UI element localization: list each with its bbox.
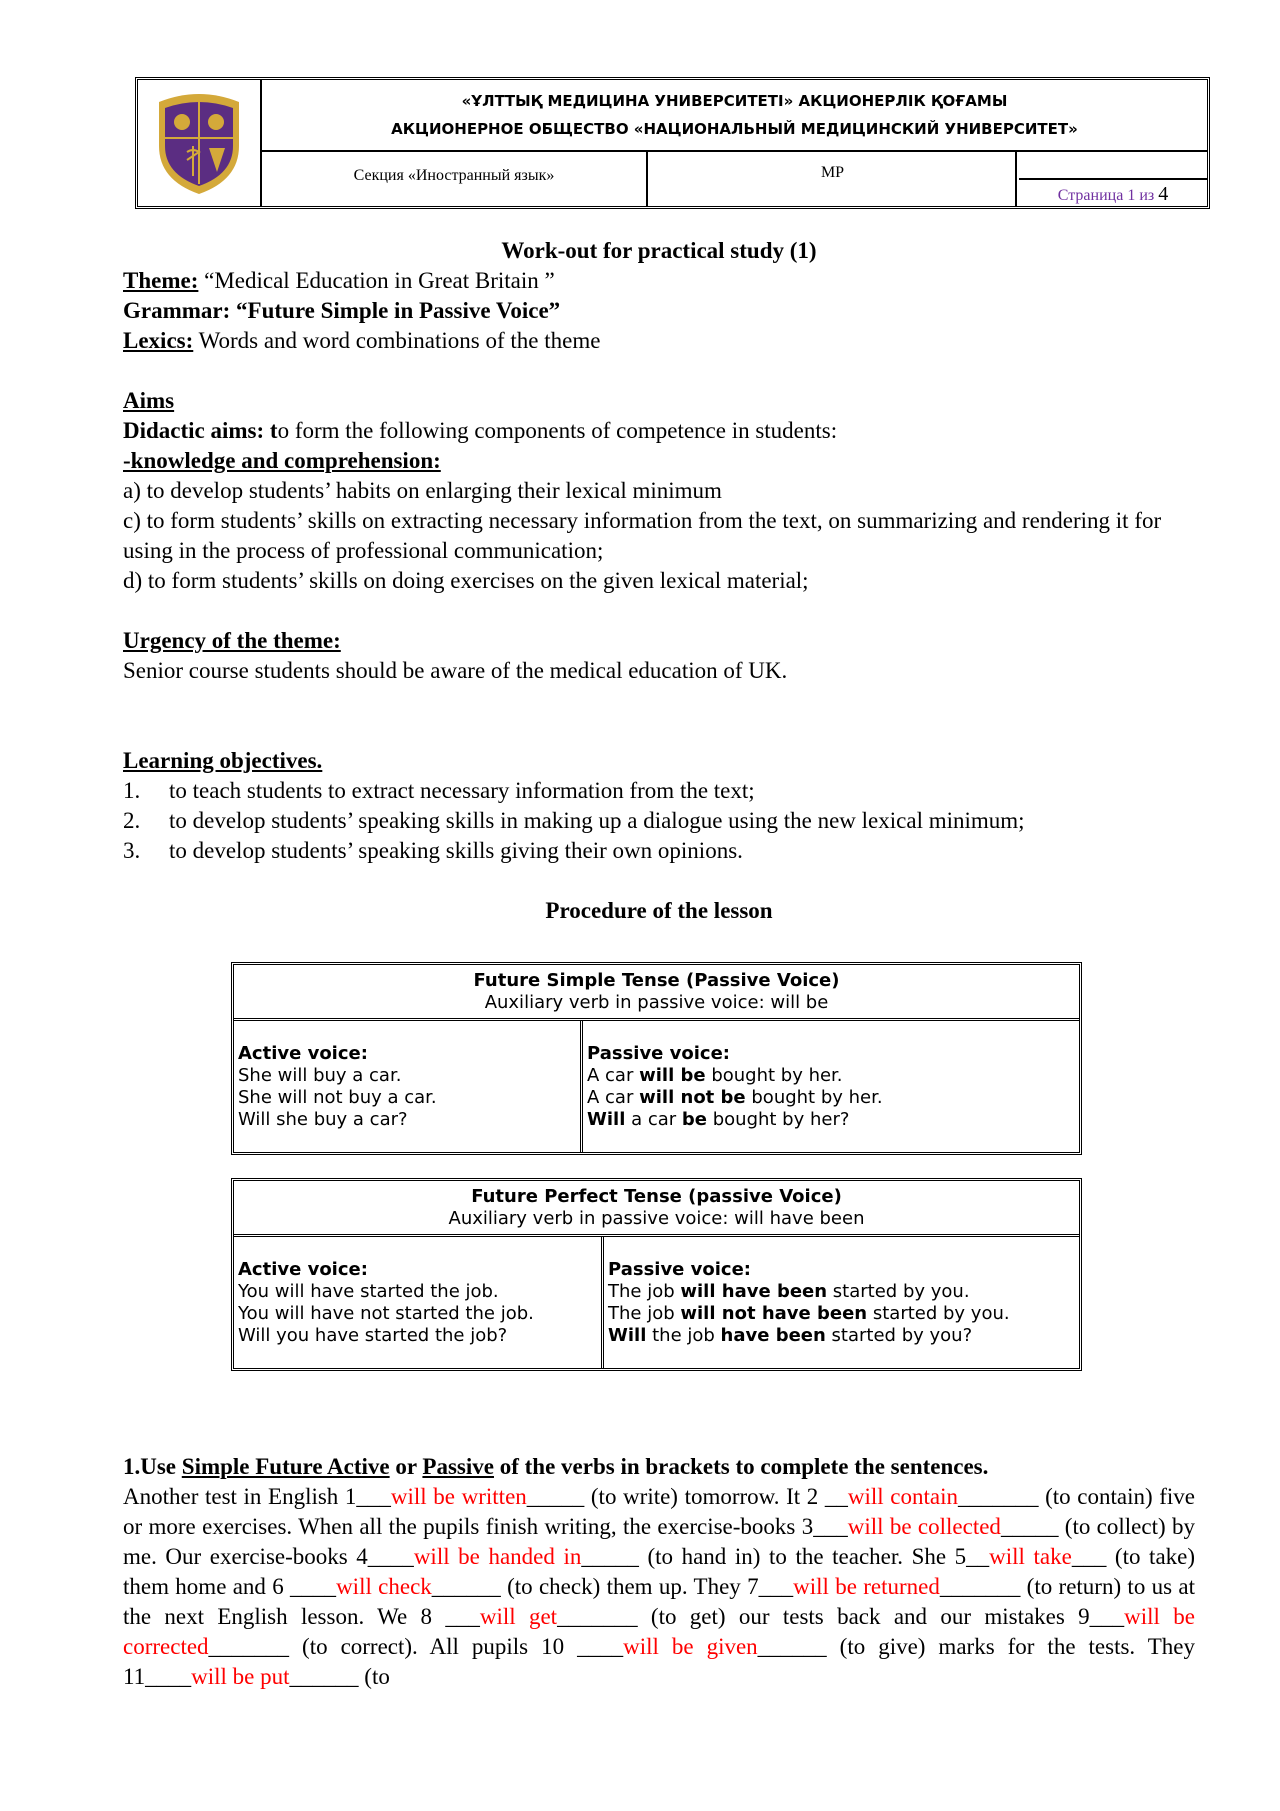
lexics-value: Words and word combinations of the theme (193, 328, 601, 353)
lexics-line (123, 326, 1195, 356)
theme-label: Theme: (123, 268, 199, 293)
procedure-heading: Procedure of the lesson (545, 898, 773, 923)
aim-item: c) to form students’ skills on extracting necessary information from the text, on summarizing and rendering it for using in the process of professional communication; (123, 508, 1162, 563)
active-voice-column: Active voice: She will buy a car. She will not buy a car. Will she buy a car? (234, 1021, 583, 1153)
exercise-text: Another test in English 1___will be written_____ (to write) tomorrow. It 2 __will contain_______ (to contain) five or more exercises. When all the pupils finish writing, the exercise-books 3___will be collected_____ (to collect) by me. Our exercise-books 4____will be handed in_____ (to hand in) to the teacher. She 5__will take___ (to take) them home and 6 ____will check______ (to check) them up. They 7___will be returned_______ (to return) to us at the next English lesson. We 8 ___will get_______ (to get) our tests back and our mistakes 9___will be corrected_______ (to correct). All pupils 10 ____will be given______ (to give) marks for the tests. They 11____will be put______ (to (123, 1484, 1196, 1689)
active-voice-column: Active voice: You will have started the job. You will have not started the job. Will you have started the job? (234, 1237, 604, 1369)
grammar-line: Grammar: “Future Simple in Passive Voice” (123, 298, 561, 323)
answer: will take (989, 1544, 1072, 1569)
table-header: Future Perfect Tense (passive Voice) Auxiliary verb in passive voice: will have been (234, 1181, 1079, 1237)
objective-item: 1. to teach students to extract necessary information from the text; (123, 778, 755, 803)
didactic-value: o form the following components of competence in students: (277, 418, 838, 443)
answer: will be collected (847, 1514, 1001, 1539)
document-code: МР (650, 152, 1017, 206)
lexics-label: Lexics: (123, 328, 194, 353)
document-title: Work-out for practical study (1) (501, 238, 817, 263)
answer: will contain (847, 1484, 959, 1509)
aims-heading: Aims (123, 388, 175, 413)
future-simple-passive-table (231, 962, 1082, 1155)
passive-voice-column: Passive voice: The job will have been started by you. The job will not have been started by you. Will the job have been started by you? (608, 1259, 1010, 1346)
aim-item: d) to form students’ skills on doing exercises on the given lexical material; (123, 568, 809, 593)
page-total: 4 (1158, 183, 1169, 205)
objectives-heading: Learning objectives. (123, 748, 323, 773)
exercise-1 (123, 1452, 1195, 1692)
theme-value: “Medical Education in Great Britain ” (198, 268, 555, 293)
document-header (135, 77, 1210, 209)
future-perfect-passive-table (231, 1178, 1082, 1371)
exercise-heading: 1.Use Simple Future Active or Passive of the verbs in brackets to complete the sentences. (123, 1454, 989, 1479)
answer: will be given (623, 1634, 758, 1659)
urgency-text: Senior course students should be aware of the medical education of UK. (123, 658, 788, 683)
objective-item: 2. to develop students’ speaking skills in making up a dialogue using the new lexical minimum; (123, 808, 1025, 833)
objective-item: 3. to develop students’ speaking skills giving their own opinions. (123, 838, 743, 863)
organization-names (262, 80, 1207, 152)
knowledge-heading: -knowledge and comprehension: (123, 448, 441, 473)
didactic-label: Didactic aims: t (123, 418, 278, 443)
answer: will check (336, 1574, 432, 1599)
urgency-heading: Urgency of the theme: (123, 628, 341, 653)
page-number (1019, 180, 1207, 206)
theme-line (123, 266, 1195, 296)
answer: will be put (191, 1664, 290, 1689)
page-cell (1019, 152, 1207, 206)
answer: will get (479, 1604, 558, 1629)
answer: will be returned (793, 1574, 940, 1599)
org-name-kz: «ҰЛТТЫҚ МЕДИЦИНА УНИВЕРСИТЕТІ» АКЦИОНЕРЛІК ҚОҒАМЫ (461, 92, 1008, 110)
table-header: Future Simple Tense (Passive Voice) Auxiliary verb in passive voice: will be (234, 965, 1079, 1021)
answer: will be handed in (413, 1544, 582, 1569)
org-name-ru: АКЦИОНЕРНОЕ ОБЩЕСТВО «НАЦИОНАЛЬНЫЙ МЕДИЦИНСКИЙ УНИВЕРСИТЕТ» (391, 120, 1078, 138)
section-name: Секция «Иностранный язык» (262, 152, 648, 206)
document-body (123, 236, 1195, 926)
page-label: Страница 1 из (1057, 187, 1159, 204)
passive-voice-column: Passive voice: A car will be bought by her. A car will not be bought by her. Will a car be bought by her? (587, 1043, 883, 1130)
university-logo (138, 80, 262, 206)
answer: will be corrected (123, 1604, 1195, 1659)
aim-item: a) to develop students’ habits on enlarging their lexical minimum (123, 478, 722, 503)
shield-logo-icon (153, 88, 245, 198)
answer: will be written (390, 1484, 527, 1509)
didactic-aims (123, 416, 1195, 446)
